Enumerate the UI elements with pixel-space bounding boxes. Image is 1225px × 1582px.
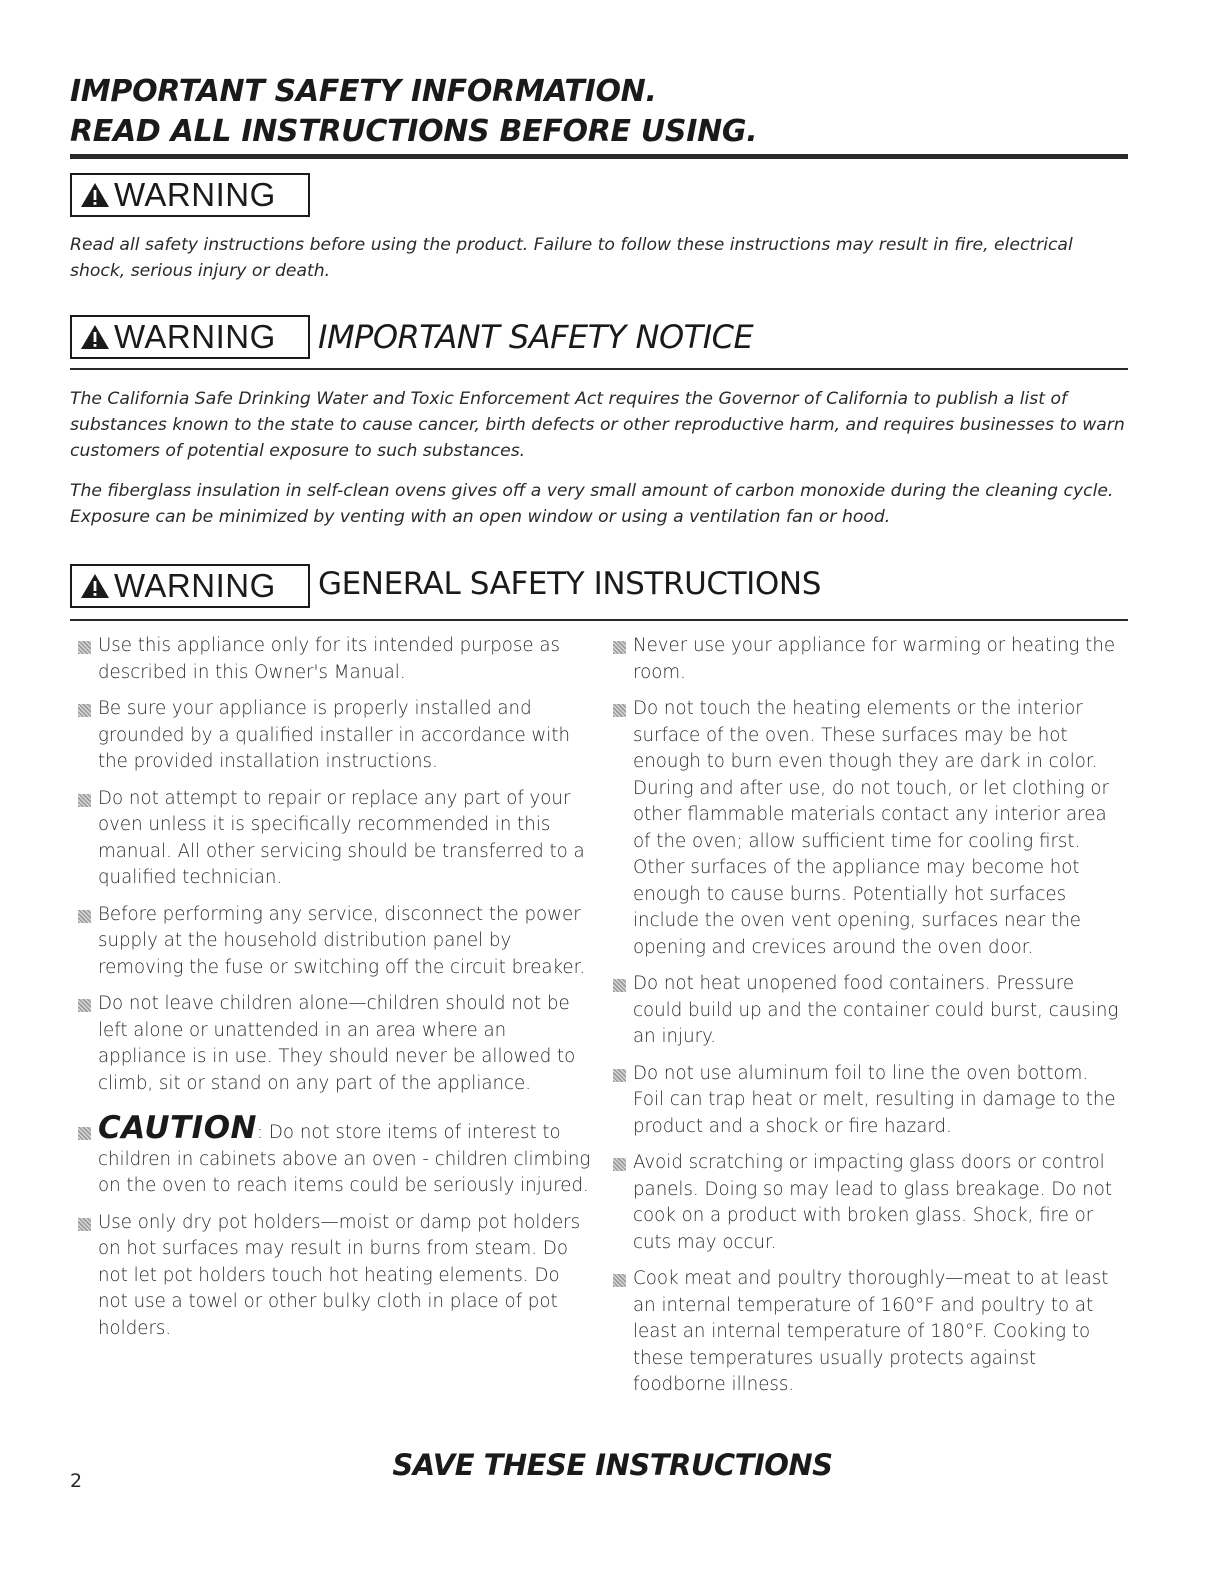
- title-rule: [70, 154, 1128, 159]
- warning-label: WARNING: [114, 567, 276, 604]
- list-item: [611, 633, 1121, 686]
- warning-triangle-icon: [80, 181, 110, 209]
- caution-label: CAUTION: [98, 1110, 257, 1146]
- list-item-text: Do not attempt to repair or replace any part of your oven unless it is specifically recommended in this manual. All other servicing should be transferred to a qualified technician.: [98, 787, 585, 888]
- list-item-text: Never use your appliance for warming or heating the room.: [633, 635, 1116, 683]
- warning-text: Read all safety instructions before using the product. Failure to follow these instructions may result in fire, electrical shock, serious injury or death.: [70, 235, 1073, 281]
- list-item: [611, 971, 1121, 1051]
- square-bullet-icon: [613, 641, 626, 654]
- square-bullet-icon: [78, 794, 91, 807]
- warning-label: WARNING: [114, 318, 276, 355]
- warning-triangle-icon: [80, 323, 110, 351]
- square-bullet-icon: [613, 704, 626, 717]
- left-column: [76, 633, 594, 1352]
- footer-title: SAVE THESE INSTRUCTIONS: [392, 1448, 833, 1482]
- list-item-text: Do not touch the heating elements or the interior surface of the oven. These surfaces may be hot enough to burn even though they are dark in color. During and after use, do not touch, or let clothing or other flammable materials contact any interior area of the oven; allow sufficient time for cooling first. Other surfaces of the appliance may become hot enough to cause burns. Potentially hot surfaces include the oven vent opening, surfaces near the opening and crevices around the oven door.: [633, 698, 1110, 958]
- warning-label-box: [70, 315, 310, 359]
- square-bullet-icon: [78, 999, 91, 1012]
- square-bullet-icon: [78, 641, 91, 654]
- warning-label: WARNING: [114, 176, 276, 213]
- prop65-paragraph: The California Safe Drinking Water and Toxic Enforcement Act requires the Governor of California to publish a list of substances known to the state to cause cancer, birth defects or other reproductive harm, and requires businesses to warn customers of potential exposure to such substances.: [70, 389, 1125, 461]
- caution-text: : Do not store items of interest to children in cabinets above an oven - children climbing on the oven to reach items could be seriously injured.: [98, 1122, 591, 1196]
- caution-item: [76, 1110, 594, 1200]
- title-line-1: IMPORTANT SAFETY INFORMATION.: [70, 74, 657, 109]
- list-item: [76, 633, 594, 686]
- list-item: [611, 1061, 1121, 1141]
- list-item: [76, 902, 594, 982]
- list-item-text: Do not leave children alone—children should not be left alone or unattended in an area where an appliance is in use. They should never be allowed to climb, sit or stand on any part of the appliance.: [98, 993, 576, 1094]
- list-item: [76, 1210, 594, 1343]
- list-item: [611, 1150, 1121, 1256]
- list-item-text: Avoid scratching or impacting glass doors or control panels. Doing so may lead to glass breakage. Do not cook on a product with broken glass. Shock, fire or cuts may occur.: [633, 1152, 1112, 1253]
- list-item-text: Be sure your appliance is properly installed and grounded by a qualified installer in accordance with the provided installation instructions.: [98, 698, 570, 772]
- square-bullet-icon: [78, 910, 91, 923]
- square-bullet-icon: [613, 1274, 626, 1287]
- square-bullet-icon: [613, 979, 626, 992]
- page-title: [70, 72, 1130, 152]
- list-item-text: Cook meat and poultry thoroughly—meat to at least an internal temperature of 160°F and poultry to at least an internal temperature of 180°F. Cooking to these temperatures usually protects against foodborne illness.: [633, 1268, 1109, 1395]
- square-bullet-icon: [613, 1158, 626, 1171]
- list-item: [76, 786, 594, 892]
- title-line-2: READ ALL INSTRUCTIONS BEFORE USING.: [70, 114, 758, 149]
- square-bullet-icon: [78, 704, 91, 717]
- list-item-text: Do not heat unopened food containers. Pressure could build up and the container could burst, causing an injury.: [633, 973, 1119, 1047]
- warning-triangle-icon: [80, 572, 110, 600]
- section-rule: [70, 368, 1128, 370]
- section-title-safety-notice: IMPORTANT SAFETY NOTICE: [318, 318, 754, 356]
- page-number: 2: [70, 1470, 83, 1492]
- list-item-text: Use this appliance only for its intended purpose as described in this Owner's Manual.: [98, 635, 560, 683]
- list-item-text: Do not use aluminum foil to line the oven bottom. Foil can trap heat or melt, resulting in damage to the product and a shock or fire hazard.: [633, 1062, 1116, 1137]
- section-rule: [70, 619, 1128, 621]
- list-item: [76, 991, 594, 1097]
- square-bullet-icon: [78, 1218, 91, 1231]
- list-item: [611, 696, 1121, 961]
- warning-label-box: [70, 173, 310, 217]
- list-item-text: Before performing any service, disconnect the power supply at the household distribution panel by removing the fuse or switching off the circuit breaker.: [98, 903, 586, 978]
- square-bullet-icon: [78, 1127, 91, 1140]
- section-title-general-safety: GENERAL SAFETY INSTRUCTIONS: [318, 566, 821, 602]
- right-column: [611, 633, 1121, 1409]
- list-item: [76, 696, 594, 776]
- fiberglass-paragraph: The fiberglass insulation in self-clean ovens gives off a very small amount of carbon monoxide during the cleaning cycle. Exposure can be minimized by venting with an open window or using a ventilation fan or hood.: [70, 481, 1114, 527]
- square-bullet-icon: [613, 1069, 626, 1082]
- list-item-text: Use only dry pot holders—moist or damp pot holders on hot surfaces may result in burns from steam. Do not let pot holders touch hot heating elements. Do not use a towel or other bulky cloth in place of pot holders.: [98, 1211, 581, 1339]
- list-item: [611, 1266, 1121, 1399]
- warning-label-box: [70, 564, 310, 608]
